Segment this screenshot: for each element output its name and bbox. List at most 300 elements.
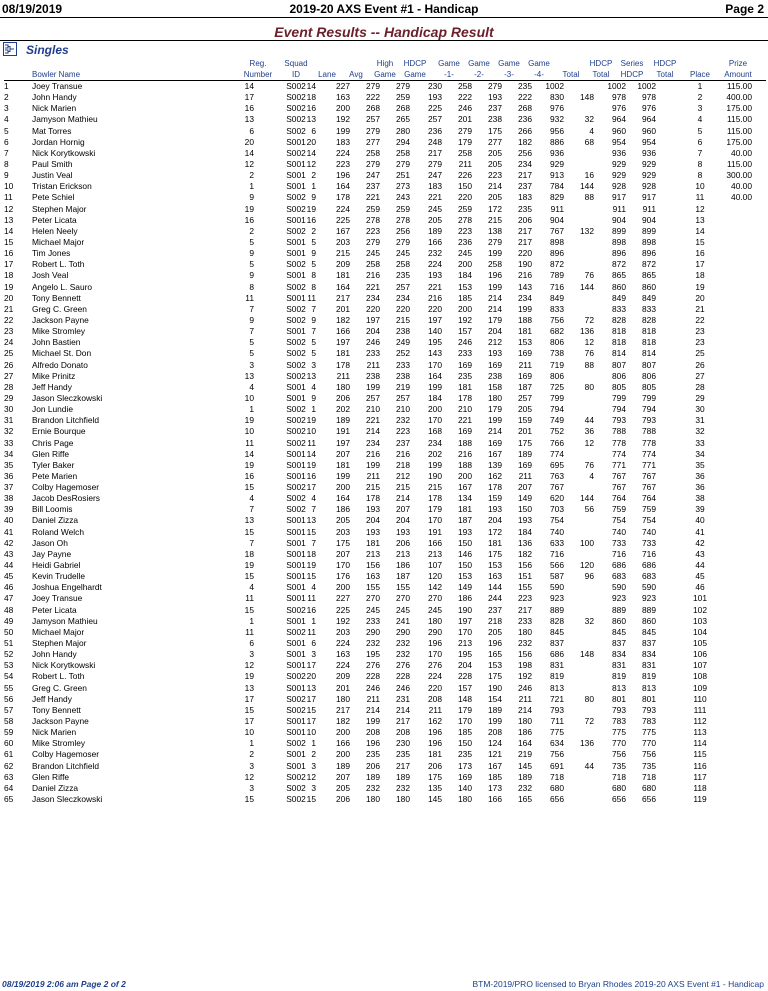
cell-game-1: 220 xyxy=(428,303,442,314)
cell-avg: 192 xyxy=(336,114,350,125)
cell-game-1: 196 xyxy=(428,738,442,749)
cell-lane: 9 xyxy=(311,392,316,403)
cell-game-3: 166 xyxy=(488,794,502,804)
cell-squad: S002 xyxy=(286,404,306,415)
cell-final-place: 39 xyxy=(695,504,705,515)
col-prize-2: Amount xyxy=(724,70,752,79)
col-g3-2: -3- xyxy=(504,70,514,79)
cell-hdcp-total: 56 xyxy=(584,504,594,515)
cell-avg: 164 xyxy=(336,493,350,504)
cell-squad: S001 xyxy=(286,248,306,259)
cell-place: 52 xyxy=(4,649,14,660)
cell-high: 211 xyxy=(366,359,380,370)
cell-game-2: 213 xyxy=(458,638,472,649)
cell-lane: 5 xyxy=(311,337,316,348)
cell-squad: S001 xyxy=(286,682,306,693)
cell-game-4: 175 xyxy=(518,437,532,448)
cell-lane: 6 xyxy=(311,125,316,136)
cell-game-2: 185 xyxy=(458,727,472,738)
cell-high: 210 xyxy=(366,404,380,415)
cell-hdcp-grand-total: 976 xyxy=(642,103,656,114)
cell-game-1: 107 xyxy=(428,560,442,571)
cell-final-place: 104 xyxy=(693,626,707,637)
cell-place: 5 xyxy=(4,125,9,136)
cell-game-4: 183 xyxy=(518,192,532,203)
cell-series-hdcp: 833 xyxy=(612,303,626,314)
cell-game-3: 153 xyxy=(488,560,502,571)
cell-high: 290 xyxy=(366,626,380,637)
cell-place: 44 xyxy=(4,560,14,571)
table-row xyxy=(0,337,768,348)
col-high-1: High xyxy=(376,59,394,68)
cell-lane: 3 xyxy=(311,760,316,771)
cell-series-hdcp: 960 xyxy=(612,125,626,136)
cell-reg: 17 xyxy=(244,693,254,704)
cell-bowler: Peter Licata xyxy=(32,604,77,615)
table-row xyxy=(0,348,768,359)
cell-bowler: Mat Torres xyxy=(32,125,72,136)
cell-game-4: 217 xyxy=(518,236,532,247)
col-squad-1: Squad xyxy=(284,59,308,68)
table-row xyxy=(0,638,768,649)
cell-game-2: 190 xyxy=(458,604,472,615)
cell-avg: 207 xyxy=(336,548,350,559)
cell-hdcp-grand-total: 686 xyxy=(642,560,656,571)
cell-hdcp-game: 218 xyxy=(396,459,410,470)
cell-squad: S001 xyxy=(286,170,306,181)
cell-high: 221 xyxy=(366,281,380,292)
cell-game-1: 196 xyxy=(428,638,442,649)
cell-game-3: 190 xyxy=(488,682,502,693)
cell-lane: 19 xyxy=(306,459,316,470)
cell-high: 279 xyxy=(366,158,380,169)
cell-game-4: 234 xyxy=(518,292,532,303)
cell-avg: 181 xyxy=(336,459,350,470)
cell-reg: 5 xyxy=(249,259,254,270)
cell-final-place: 101 xyxy=(693,593,707,604)
cell-game-2: 197 xyxy=(458,615,472,626)
cell-final-place: 22 xyxy=(695,314,705,325)
cell-hdcp-grand-total: 788 xyxy=(642,426,656,437)
cell-final-place: 16 xyxy=(695,248,705,259)
col-hdcpg-1: HDCP xyxy=(403,59,427,68)
cell-squad: S001 xyxy=(286,470,306,481)
cell-hdcp-game: 230 xyxy=(396,738,410,749)
col-g1-2: -1- xyxy=(444,70,454,79)
col-reg-2: Number xyxy=(243,70,273,79)
cell-game-4: 145 xyxy=(518,760,532,771)
col-g4-1: Game xyxy=(528,59,550,68)
cell-hdcp-game: 155 xyxy=(396,582,410,593)
cell-hdcp-game: 243 xyxy=(396,192,410,203)
cell-game-2: 178 xyxy=(458,392,472,403)
cell-reg: 6 xyxy=(249,125,254,136)
cell-hdcp-game: 235 xyxy=(396,749,410,760)
cell-final-place: 3 xyxy=(697,103,703,114)
cell-total: 774 xyxy=(550,448,564,459)
cell-game-3: 214 xyxy=(488,181,502,192)
cell-game-2: 179 xyxy=(458,136,472,147)
cell-bowler: Colby Hagemoser xyxy=(32,482,100,493)
cell-squad: S001 xyxy=(286,716,306,727)
cell-high: 279 xyxy=(366,81,380,91)
cell-total: 711 xyxy=(550,716,564,727)
cell-game-2: 149 xyxy=(458,582,472,593)
table-row xyxy=(0,360,768,371)
cell-final-place: 119 xyxy=(693,794,707,804)
cell-hdcp-game: 215 xyxy=(396,314,410,325)
cell-high: 234 xyxy=(366,292,380,303)
table-row xyxy=(0,304,768,315)
cell-final-place: 27 xyxy=(695,370,705,381)
cell-squad: S002 xyxy=(286,493,306,504)
cell-hdcp-game: 280 xyxy=(396,125,410,136)
cell-series-hdcp: 801 xyxy=(612,693,626,704)
col-g4-2: -4- xyxy=(534,70,544,79)
cell-game-4: 232 xyxy=(518,638,532,649)
cell-total: 831 xyxy=(550,660,564,671)
cell-hdcp-game: 233 xyxy=(396,359,410,370)
cell-hdcp-game: 216 xyxy=(396,448,410,459)
table-row xyxy=(0,438,768,449)
cell-series-hdcp: 865 xyxy=(612,270,626,281)
cell-total: 766 xyxy=(550,437,564,448)
cell-lane: 17 xyxy=(306,482,316,493)
cell-final-place: 29 xyxy=(695,392,705,403)
cell-final-place: 31 xyxy=(695,415,705,426)
table-row xyxy=(0,137,768,148)
cell-place: 41 xyxy=(4,526,14,537)
cell-reg: 19 xyxy=(244,560,254,571)
cell-hdcp-grand-total: 828 xyxy=(642,314,656,325)
cell-lane: 8 xyxy=(311,270,316,281)
cell-hdcp-grand-total: 767 xyxy=(642,482,656,493)
cell-game-3: 181 xyxy=(488,537,502,548)
cell-game-4: 246 xyxy=(518,682,532,693)
cell-place: 28 xyxy=(4,381,14,392)
cell-bowler: Stephen Major xyxy=(32,638,87,649)
cell-series-hdcp: 928 xyxy=(612,181,626,192)
cell-reg: 16 xyxy=(244,214,254,225)
cell-hdcp-game: 208 xyxy=(396,727,410,738)
cell-reg: 13 xyxy=(244,515,254,526)
cell-game-4: 211 xyxy=(518,359,532,370)
cell-hdcp-game: 210 xyxy=(396,404,410,415)
cell-hdcp-grand-total: 872 xyxy=(642,259,656,270)
cell-game-1: 179 xyxy=(428,504,442,515)
cell-avg: 224 xyxy=(336,147,350,158)
cell-reg: 20 xyxy=(244,136,254,147)
cell-squad: S002 xyxy=(286,225,306,236)
cell-series-hdcp: 929 xyxy=(612,170,626,181)
cell-lane: 19 xyxy=(306,415,316,426)
cell-high: 223 xyxy=(366,225,380,236)
cell-lane: 15 xyxy=(306,794,316,804)
cell-game-2: 167 xyxy=(458,482,472,493)
cell-avg: 164 xyxy=(336,281,350,292)
cell-lane: 16 xyxy=(306,103,316,114)
cell-game-4: 169 xyxy=(518,370,532,381)
cell-game-2: 259 xyxy=(458,203,472,214)
cell-bowler: Alfredo Donato xyxy=(32,359,88,370)
cell-series-hdcp: 813 xyxy=(612,682,626,693)
cell-hdcp-grand-total: 807 xyxy=(642,359,656,370)
cell-hdcp-game: 249 xyxy=(396,337,410,348)
table-row xyxy=(0,148,768,159)
cell-hdcp-game: 279 xyxy=(396,81,410,91)
cell-total: 754 xyxy=(550,515,564,526)
cell-avg: 181 xyxy=(336,270,350,281)
cell-bowler: Michael Major xyxy=(32,626,85,637)
cell-squad: S001 xyxy=(286,292,306,303)
cell-game-2: 246 xyxy=(458,337,472,348)
cell-series-hdcp: 774 xyxy=(612,448,626,459)
cell-game-2: 153 xyxy=(458,571,472,582)
cell-hdcp-game: 251 xyxy=(396,170,410,181)
cell-final-place: 33 xyxy=(695,437,705,448)
cell-squad: S002 xyxy=(286,504,306,515)
cell-series-hdcp: 716 xyxy=(612,548,626,559)
cell-place: 57 xyxy=(4,704,14,715)
cell-game-4: 186 xyxy=(518,727,532,738)
cell-lane: 17 xyxy=(306,716,316,727)
cell-hdcp-total: 16 xyxy=(584,170,594,181)
cell-total: 828 xyxy=(550,615,564,626)
cell-game-4: 220 xyxy=(518,248,532,259)
cell-game-3: 163 xyxy=(488,571,502,582)
cell-squad: S001 xyxy=(286,214,306,225)
cell-squad: S002 xyxy=(286,426,306,437)
cell-series-hdcp: 899 xyxy=(612,225,626,236)
cell-avg: 225 xyxy=(336,214,350,225)
cell-game-4: 159 xyxy=(518,415,532,426)
cell-total: 833 xyxy=(550,303,564,314)
cell-game-4: 189 xyxy=(518,448,532,459)
cell-series-hdcp: 799 xyxy=(612,392,626,403)
cell-high: 206 xyxy=(366,760,380,771)
cell-game-4: 155 xyxy=(518,582,532,593)
cell-avg: 211 xyxy=(336,370,350,381)
cell-game-1: 221 xyxy=(428,192,442,203)
cell-place: 40 xyxy=(4,515,14,526)
cell-place: 36 xyxy=(4,470,14,481)
cell-avg: 166 xyxy=(336,738,350,749)
cell-avg: 191 xyxy=(336,426,350,437)
cell-series-hdcp: 845 xyxy=(612,626,626,637)
cell-final-place: 118 xyxy=(693,782,707,793)
cell-place: 51 xyxy=(4,638,14,649)
cell-bowler: Jamyson Mathieu xyxy=(32,114,98,125)
cell-game-2: 181 xyxy=(458,381,472,392)
cell-reg: 15 xyxy=(244,794,254,804)
cell-hdcp-game: 214 xyxy=(396,493,410,504)
cell-hdcp-game: 257 xyxy=(396,392,410,403)
cell-reg: 11 xyxy=(245,626,254,637)
cell-squad: S001 xyxy=(286,136,306,147)
cell-squad: S002 xyxy=(286,794,306,804)
col-reg-1: Reg. xyxy=(249,59,267,68)
cell-series-hdcp: 814 xyxy=(612,348,626,359)
cell-game-1: 195 xyxy=(428,337,442,348)
table-row xyxy=(0,649,768,660)
cell-reg: 9 xyxy=(249,314,254,325)
cell-bowler: Stephen Major xyxy=(32,203,87,214)
cell-game-1: 120 xyxy=(428,571,442,582)
cell-game-3: 193 xyxy=(488,504,502,515)
cell-final-place: 20 xyxy=(695,292,705,303)
cell-hdcp-grand-total: 680 xyxy=(642,782,656,793)
cell-place: 7 xyxy=(4,147,9,158)
cell-final-place: 116 xyxy=(693,760,707,771)
cell-hdcp-total: 88 xyxy=(584,359,594,370)
cell-game-1: 190 xyxy=(428,470,442,481)
cell-game-4: 193 xyxy=(518,515,532,526)
title-divider xyxy=(0,40,768,41)
cell-game-1: 290 xyxy=(428,626,442,637)
cell-reg: 13 xyxy=(244,114,254,125)
cell-game-1: 143 xyxy=(428,348,442,359)
cell-hdcp-game: 238 xyxy=(396,370,410,381)
table-row xyxy=(0,593,768,604)
cell-place: 31 xyxy=(4,415,14,426)
cell-game-4: 164 xyxy=(518,738,532,749)
cell-lane: 15 xyxy=(306,571,316,582)
cell-reg: 1 xyxy=(249,738,254,749)
cell-squad: S002 xyxy=(286,192,306,203)
cell-high: 246 xyxy=(366,682,380,693)
cell-high: 233 xyxy=(366,348,380,359)
cell-hdcp-game: 237 xyxy=(396,437,410,448)
cell-lane: 3 xyxy=(311,649,316,660)
cell-squad: S002 xyxy=(286,370,306,381)
cell-bowler: Daniel Zizza xyxy=(32,515,79,526)
cell-prize: 40.00 xyxy=(731,192,752,203)
cell-high: 221 xyxy=(366,415,380,426)
cell-final-place: 13 xyxy=(695,214,705,225)
cell-game-1: 213 xyxy=(428,548,442,559)
cell-game-3: 175 xyxy=(488,125,502,136)
cell-total: 767 xyxy=(550,225,564,236)
cell-reg: 4 xyxy=(249,381,254,392)
cell-high: 232 xyxy=(366,638,380,649)
cell-series-hdcp: 793 xyxy=(612,415,626,426)
cell-hdcp-game: 193 xyxy=(396,526,410,537)
cell-hdcp-grand-total: 837 xyxy=(642,638,656,649)
table-row xyxy=(0,270,768,281)
cell-hdcp-grand-total: 775 xyxy=(642,727,656,738)
cell-squad: S002 xyxy=(286,203,306,214)
cell-reg: 5 xyxy=(249,337,254,348)
cell-final-place: 36 xyxy=(695,482,705,493)
cell-game-4: 184 xyxy=(518,526,532,537)
cell-prize: 115.00 xyxy=(727,158,752,169)
cell-final-place: 45 xyxy=(695,571,705,582)
cell-high: 238 xyxy=(366,370,380,381)
cell-bowler: Mike Stromley xyxy=(32,326,86,337)
cell-total: 813 xyxy=(550,682,564,693)
cell-hdcp-grand-total: 860 xyxy=(642,615,656,626)
cell-hdcp-game: 252 xyxy=(396,348,410,359)
cell-total: 767 xyxy=(550,482,564,493)
cell-bowler: Pete Marien xyxy=(32,470,78,481)
col-bowler: Bowler Name xyxy=(32,70,81,79)
cell-place: 65 xyxy=(4,794,14,804)
cell-avg: 180 xyxy=(336,693,350,704)
cell-reg: 13 xyxy=(244,370,254,381)
cell-lane: 15 xyxy=(306,526,316,537)
col-hdcpt-1: HDCP xyxy=(589,59,613,68)
cell-hdcp-grand-total: 929 xyxy=(642,170,656,181)
cell-game-1: 211 xyxy=(428,704,442,715)
cell-total: 896 xyxy=(550,248,564,259)
cell-series-hdcp: 898 xyxy=(612,236,626,247)
cell-game-1: 279 xyxy=(428,158,442,169)
cell-final-place: 18 xyxy=(695,270,705,281)
cell-hdcp-grand-total: 923 xyxy=(642,593,656,604)
cell-total: 872 xyxy=(550,259,564,270)
cell-game-3: 179 xyxy=(488,314,502,325)
cell-hdcp-grand-total: 814 xyxy=(642,348,656,359)
cell-hdcp-game: 257 xyxy=(396,281,410,292)
cell-series-hdcp: 767 xyxy=(612,482,626,493)
cell-avg: 170 xyxy=(336,560,350,571)
table-row xyxy=(0,170,768,181)
cell-total: 587 xyxy=(550,571,564,582)
cell-series-hdcp: 828 xyxy=(612,314,626,325)
cell-bowler: Heidi Gabriel xyxy=(32,560,81,571)
cell-final-place: 4 xyxy=(697,114,703,125)
cell-hdcp-game: 213 xyxy=(396,548,410,559)
cell-lane: 13 xyxy=(306,370,316,381)
cell-avg: 178 xyxy=(336,192,350,203)
cell-game-4: 150 xyxy=(518,504,532,515)
cell-place: 17 xyxy=(4,259,14,270)
cell-lane: 4 xyxy=(311,381,316,392)
cell-high: 259 xyxy=(366,203,380,214)
cell-game-3: 205 xyxy=(488,158,502,169)
col-prize-1: Prize xyxy=(728,59,748,68)
cell-lane: 20 xyxy=(306,671,316,682)
cell-reg: 15 xyxy=(244,526,254,537)
bracket-icon xyxy=(3,42,17,56)
cell-place: 54 xyxy=(4,671,14,682)
cell-hdcp-total: 68 xyxy=(584,136,594,147)
cell-final-place: 102 xyxy=(693,604,707,615)
cell-high: 279 xyxy=(366,125,380,136)
cell-game-3: 199 xyxy=(488,716,502,727)
cell-hdcp-game: 180 xyxy=(396,794,410,804)
cell-reg: 10 xyxy=(244,727,254,738)
table-row xyxy=(0,538,768,549)
cell-game-3: 214 xyxy=(488,303,502,314)
cell-avg: 192 xyxy=(336,615,350,626)
cell-hdcp-game: 258 xyxy=(396,259,410,270)
cell-place: 45 xyxy=(4,571,14,582)
cell-hdcp-game: 278 xyxy=(396,214,410,225)
cell-place: 58 xyxy=(4,716,14,727)
cell-avg: 183 xyxy=(336,136,350,147)
cell-series-hdcp: 807 xyxy=(612,359,626,370)
cell-squad: S002 xyxy=(286,147,306,158)
cell-place: 49 xyxy=(4,615,14,626)
cell-reg: 5 xyxy=(249,236,254,247)
cell-bowler: Jackson Payne xyxy=(32,314,89,325)
cell-game-3: 178 xyxy=(488,482,502,493)
cell-high: 204 xyxy=(366,515,380,526)
cell-lane: 5 xyxy=(311,236,316,247)
cell-hdcp-game: 232 xyxy=(396,649,410,660)
cell-place: 50 xyxy=(4,626,14,637)
